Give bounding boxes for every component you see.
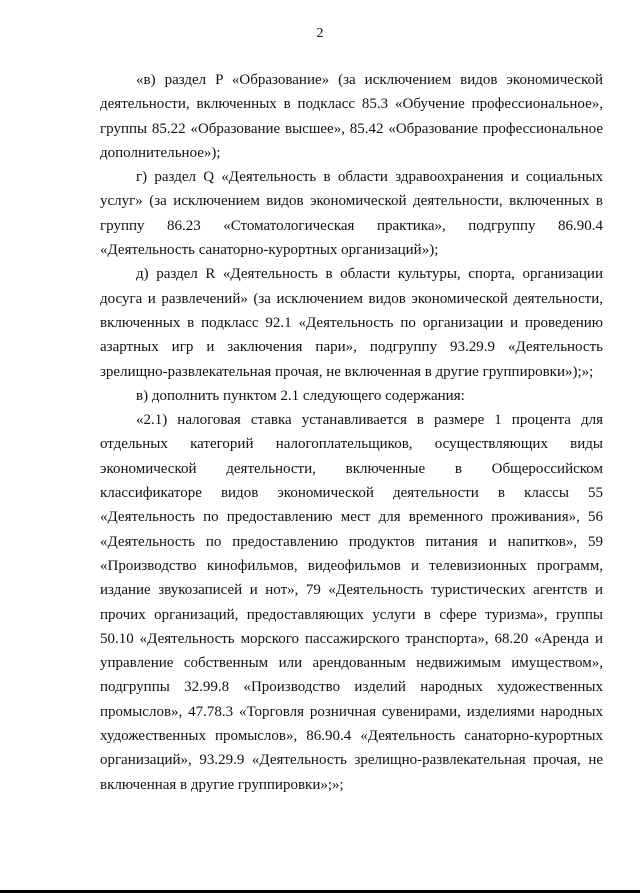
paragraph-healthcare: г) раздел Q «Деятельность в области здравоохранения и социальных услуг» (за исключением видов экономической деятельности, включенных в группу 86.23 «Стоматологическая практика», подгруппу 86.90.4 «Деятельность санаторно-курортных организаций»); bbox=[100, 169, 603, 259]
paragraph-amendment-intro: в) дополнить пунктом 2.1 следующего содержания: bbox=[136, 387, 465, 404]
paragraph-tax-rate: «2.1) налоговая ставка устанавливается в размере 1 процента для отдельных категорий налогоплательщиков, осуществляющих виды экономической деятельности, включенные в Общероссийском классификаторе видов экономической деятельности в классы 55 «Деятельность по предоставлению мест для временного проживания», 56 «Деятельность по предоставлению продуктов питания и напитков», 59 «Производство кинофильмов, видеофильмов и телевизионных программ, издание звукозаписей и нот», 79 «Деятельность туристических агентств и прочих организаций, предоставляющих услуги в сфере туризма», группы 50.10 «Деятельность морского пассажирского транспорта», 68.20 «Аренда и управление собственным или арендованным недвижимым имуществом», подгруппы 32.99.8 «Производство изделий народных художественных промыслов», 47.78.3 «Торговля розничная сувенирами, изделиями народных художественных промыслов», 86.90.4 «Деятельность санаторно-курортных организаций», 93.29.9 «Деятельность зрелищно-развлекательная прочая, не включенная в другие группировки»;»; bbox=[100, 412, 603, 793]
page-number: 2 bbox=[316, 26, 324, 41]
document-body bbox=[100, 68, 603, 797]
paragraph-education: «в) раздел P «Образование» (за исключением видов экономической деятельности, включенных в подкласс 85.3 «Обучение профессиональное», группы 85.22 «Образование высшее», 85.42 «Образование профессиональное дополнительное»); bbox=[100, 72, 603, 161]
paragraph-culture: д) раздел R «Деятельность в области культуры, спорта, организации досуга и развлечений» (за исключением видов экономической деятельности, включенных в подкласс 92.1 «Деятельность по организации и проведению азартных игр и заключения пари», подгруппу 93.29.9 «Деятельность зрелищно-развлекательная прочая, не включенная в другие группировки»);»; bbox=[100, 266, 603, 380]
